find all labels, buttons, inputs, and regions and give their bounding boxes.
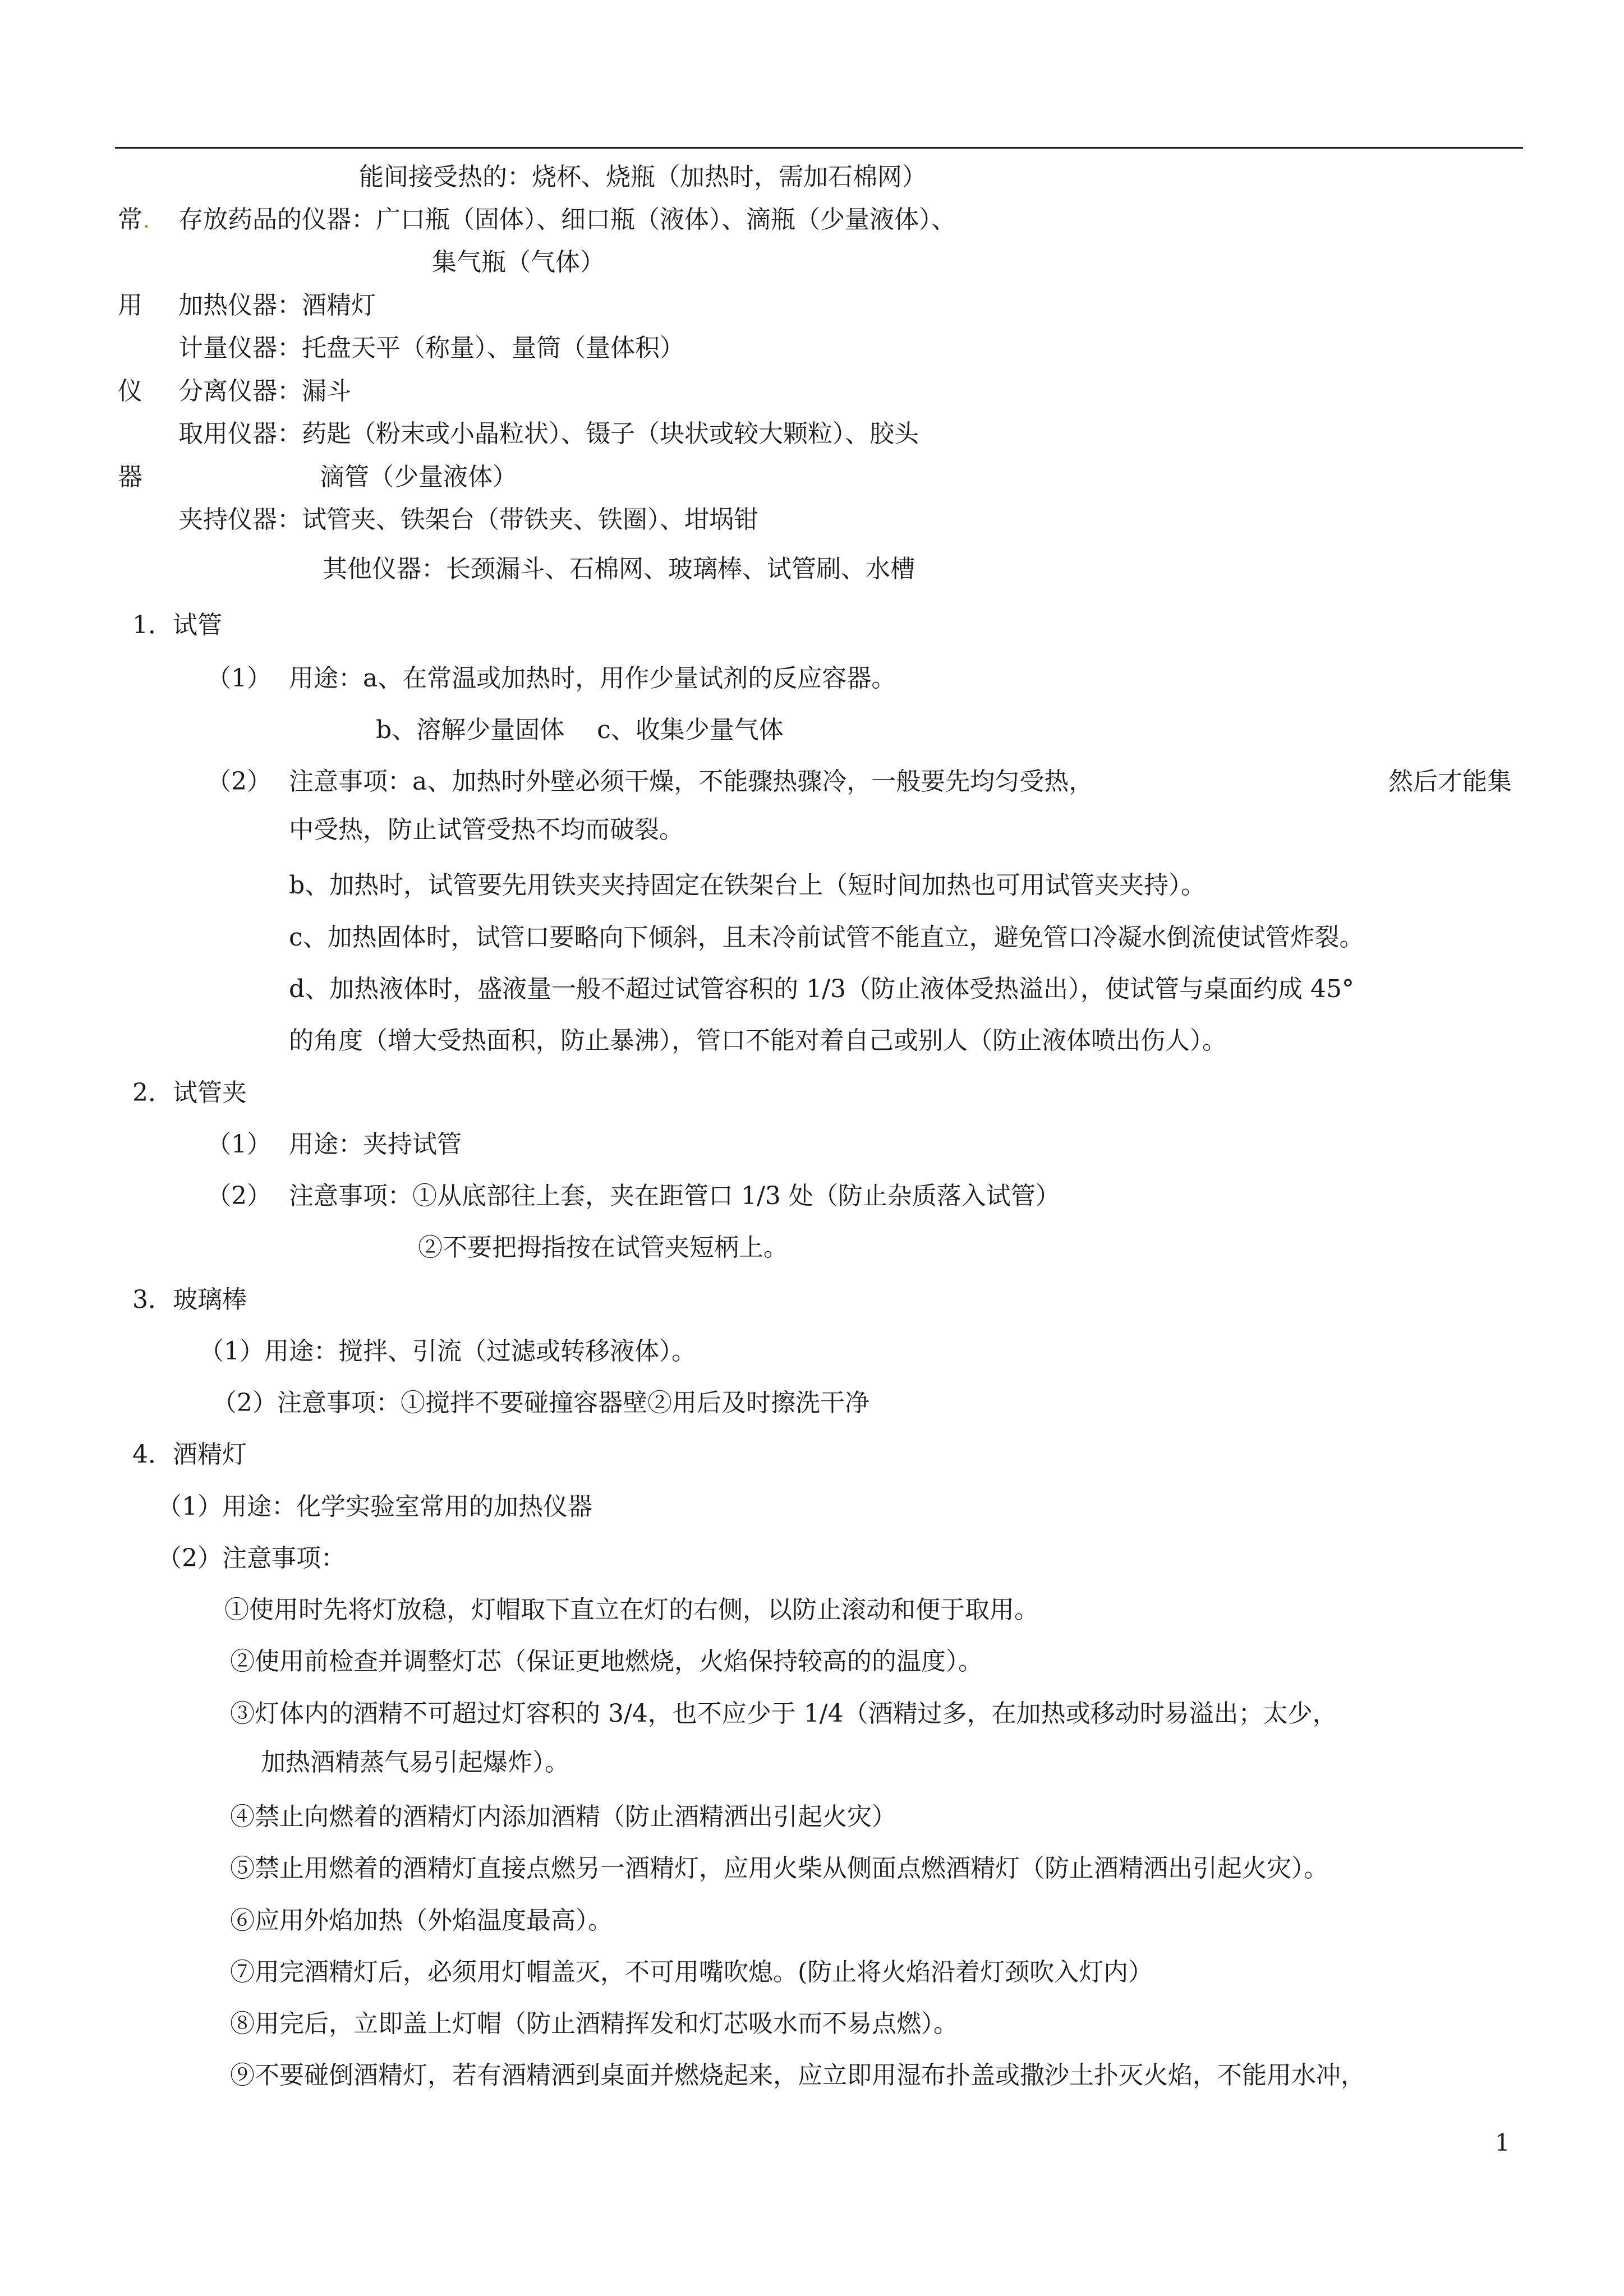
s4-item-6: ⑥应用外焰加热（外焰温度最高）。 xyxy=(230,1906,613,1935)
s1-note-number: （2） xyxy=(206,767,272,796)
side-label-4: 器 xyxy=(118,463,142,491)
page-number: 1 xyxy=(1495,2129,1510,2156)
s1-note-a-tail: 然后才能集 xyxy=(1388,767,1512,796)
instrument-line-4: 加热仪器：酒精灯 xyxy=(178,291,376,320)
header-rule xyxy=(115,147,1523,149)
section-4-title: 4．酒精灯 xyxy=(132,1440,247,1469)
s1-use: 用途：a、在常温或加热时，用作少量试剂的反应容器。 xyxy=(289,664,896,693)
s4-item-5: ⑤禁止用燃着的酒精灯直接点燃另一酒精灯，应用火柴从侧面点燃酒精灯（防止酒精洒出引起火灾）。 xyxy=(230,1854,1328,1883)
s4-item-3: ③灯体内的酒精不可超过灯容积的 3/4，也不应少于 1/4（酒精过多，在加热或移动时易溢出；太少， xyxy=(230,1699,1337,1728)
s1-note-a-1: 注意事项：a、加热时外壁必须干燥，不能骤热骤冷，一般要先均匀受热， xyxy=(289,767,1094,796)
s4-item-9: ⑨不要碰倒酒精灯，若有酒精洒到桌面并燃烧起来，应立即用湿布扑盖或撒沙土扑灭火焰，不能用水冲， xyxy=(230,2061,1365,2090)
section-1-title: 1．试管 xyxy=(132,611,222,639)
s4-item-7: ⑦用完酒精灯后，必须用灯帽盖灭，不可用嘴吹熄。(防止将火焰沿着灯颈吹入灯内） xyxy=(230,1958,1153,1986)
s2-use: 用途：夹持试管 xyxy=(289,1130,462,1159)
s1-note-a-2: 中受热，防止试管受热不均而破裂。 xyxy=(289,815,684,844)
instrument-line-5: 计量仪器：托盘天平（称量）、量筒（量体积） xyxy=(178,334,684,362)
s1-use-2: b、溶解少量固体 c、收集少量气体 xyxy=(376,716,784,744)
s1-use-number: （1） xyxy=(206,664,272,693)
s2-use-number: （1） xyxy=(206,1130,272,1159)
s4-item-4: ④禁止向燃着的酒精灯内添加酒精（防止酒精洒出引起火灾） xyxy=(230,1802,896,1831)
s1-note-b: b、加热时，试管要先用铁夹夹持固定在铁架台上（短时间加热也可用试管夹夹持）。 xyxy=(289,871,1206,900)
side-label-dot: . xyxy=(142,205,150,234)
instrument-line-7: 取用仪器：药匙（粉末或小晶粒状）、镊子（块状或较大颗粒）、胶头 xyxy=(178,419,919,448)
instrument-line-1: 能间接受热的：烧杯、烧瓶（加热时，需加石棉网） xyxy=(359,163,927,191)
side-label-1: 常. xyxy=(118,205,150,234)
s4-use: （1）用途：化学实验室常用的加热仪器 xyxy=(157,1492,592,1521)
side-label-3: 仪 xyxy=(118,377,142,405)
s2-note-number: （2） xyxy=(206,1182,272,1210)
s4-note: （2）注意事项： xyxy=(157,1544,346,1573)
instrument-line-6: 分离仪器：漏斗 xyxy=(178,377,351,405)
s4-item-8: ⑧用完后，立即盖上灯帽（防止酒精挥发和灯芯吸水而不易点燃）。 xyxy=(230,2009,958,2038)
instrument-line-2: 存放药品的仪器：广口瓶（固体）、细口瓶（液体）、滴瓶（少量液体）、 xyxy=(178,205,956,234)
s4-item-2: ②使用前检查并调整灯芯（保证更地燃烧，火焰保持较高的的温度）。 xyxy=(230,1647,983,1676)
s2-note-1: 注意事项：①从底部往上套，夹在距管口 1/3 处（防止杂质落入试管） xyxy=(289,1182,1060,1210)
s3-note: （2）注意事项：①搅拌不要碰撞容器壁②用后及时擦洗干净 xyxy=(212,1389,869,1417)
instrument-line-3: 集气瓶（气体） xyxy=(432,248,605,276)
s2-note-2: ②不要把拇指按在试管夹短柄上。 xyxy=(418,1233,788,1262)
s1-note-c: c、加热固体时，试管口要略向下倾斜，且未冷前试管不能直立，避免管口冷凝水倒流使试管炸裂。 xyxy=(289,923,1364,952)
instrument-line-10: 其他仪器：长颈漏斗、石棉网、玻璃棒、试管刷、水槽 xyxy=(323,555,915,583)
s4-item-3-cont: 加热酒精蒸气易引起爆炸）。 xyxy=(261,1748,569,1777)
instrument-line-9: 夹持仪器：试管夹、铁架台（带铁夹、铁圈）、坩埚钳 xyxy=(178,505,758,534)
instrument-line-8: 滴管（少量液体） xyxy=(320,463,517,491)
s3-use: （1）用途：搅拌、引流（过滤或转移液体）。 xyxy=(199,1337,696,1366)
section-2-title: 2．试管夹 xyxy=(132,1078,247,1107)
side-label-2: 用 xyxy=(118,291,142,320)
s1-note-d-2: 的角度（增大受热面积，防止暴沸），管口不能对着自己或别人（防止液体喷出伤人）。 xyxy=(289,1026,1227,1055)
s1-note-d-1: d、加热液体时，盛液量一般不超过试管容积的 1/3（防止液体受热溢出），使试管与桌面约成 45° xyxy=(289,975,1354,1003)
section-3-title: 3．玻璃棒 xyxy=(132,1285,247,1314)
s4-item-1: ①使用时先将灯放稳，灯帽取下直立在灯的右侧，以防止滚动和便于取用。 xyxy=(224,1596,1039,1624)
